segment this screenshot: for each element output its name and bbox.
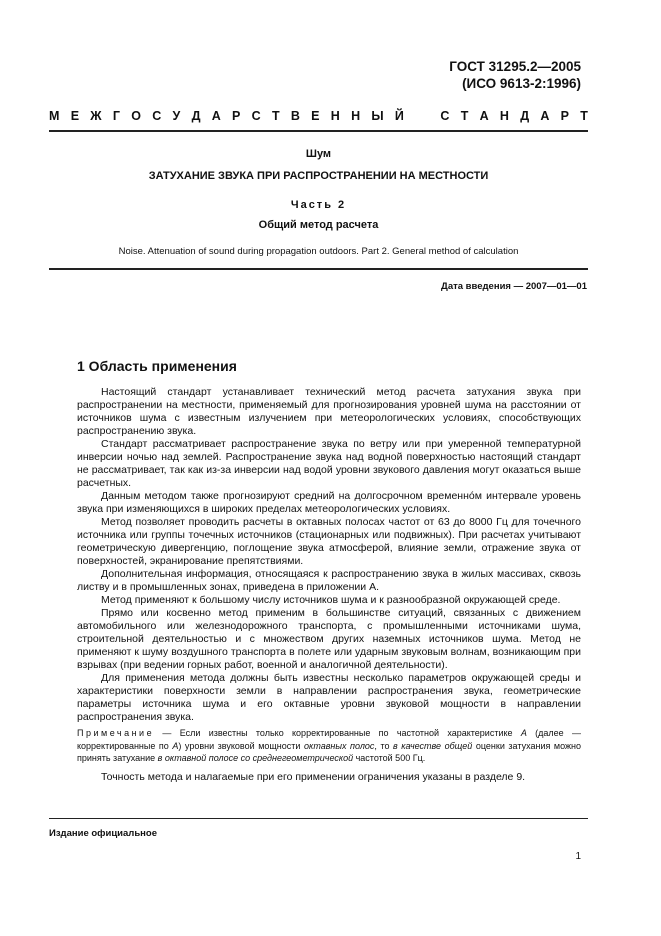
title-noise: Шум	[305, 148, 332, 160]
banner-letter: Н	[499, 109, 509, 123]
banner-letter: Ж	[90, 109, 102, 123]
banner-letter: Т	[460, 109, 469, 123]
banner-letter: Т	[580, 109, 588, 123]
banner-letter: Н	[351, 109, 361, 123]
title-english: Noise. Attenuation of sound during propagation outdoors. Part 2. General method of calculation	[118, 246, 519, 257]
banner-letter: Е	[311, 109, 320, 123]
banner-letter: М	[49, 109, 60, 123]
banner-letter: У	[172, 109, 181, 123]
banner-letter: С	[251, 109, 261, 123]
banner-letter: Й	[394, 109, 404, 123]
banner-letter: Д	[520, 109, 530, 123]
banner-letter: Р	[560, 109, 569, 123]
banner-letter: Г	[112, 109, 120, 123]
section-body	[77, 386, 581, 784]
note-text: ) уровни звуковой мощности	[178, 740, 304, 751]
note-text: , то	[374, 740, 394, 751]
paragraph: Метод применяют к большому числу источников шума и к разнообразной окружающей среде.	[101, 594, 561, 606]
banner-letter: Н	[330, 109, 340, 123]
title-main: ЗАТУХАНИЕ ЗВУКА ПРИ РАСПРОСТРАНЕНИИ НА МЕСТНОСТИ	[148, 170, 489, 182]
note-italic: А	[172, 740, 179, 751]
paragraph: Стандарт рассматривает распространение звука по ветру или при умеренной температурной инверсии ночью над землей. Распространение звука над водной поверхностью настоящий стандарт не рассматривает, так как из-за инверсии над водой уровни звукового давления могут оказаться выше расчетных.	[77, 438, 581, 489]
paragraph: Данным методом также прогнозируют средний на долгосрочном временно́м интервале уровень звука при изменяющихся в широких пределах метеорологических условиях.	[77, 490, 581, 515]
note-label: Примечание	[77, 728, 155, 738]
official-edition: Издание официальное	[49, 828, 157, 839]
note-text: (далее — корректированные по	[77, 728, 581, 751]
title-subtitle: Общий метод расчета	[258, 219, 379, 231]
note-italic: в октавной полосе со среднегеометрической	[157, 753, 354, 763]
note-text: оценки затухания можно принять затухание	[77, 740, 581, 763]
gost-number: ГОСТ 31295.2—2005	[449, 59, 581, 74]
banner-letter: А	[540, 109, 550, 123]
banner-letter: Ы	[371, 109, 384, 123]
banner-letter: А	[479, 109, 489, 123]
paragraph: Для применения метода должны быть известны несколько параметров окружающей среды и характеристики поверхности земли в направлении распространения звука, геометрические параметры источника шума и его октавные уровни звуковой мощности в направлении распространения звука.	[77, 672, 581, 723]
banner-letter: Т	[271, 109, 280, 123]
title-divider	[49, 268, 588, 270]
banner-word-gap	[415, 109, 429, 123]
paragraph: Метод позволяет проводить расчеты в октавных полосах частот от 63 до 8000 Гц для точечного источника или группы точечных источников (стационарных или подвижных). При расчетах учитывают геометрическую дивергенцию, поглощение звука атмосферой, влияние земли, отражение звука от поверхностей, экранирование препятствиями.	[77, 516, 581, 567]
iso-number: (ИСО 9613-2:1996)	[462, 76, 581, 91]
banner-letter: С	[152, 109, 162, 123]
note-italic: в качестве общей	[393, 740, 473, 751]
paragraph: Прямо или косвенно метод применим в большинстве ситуаций, связанных с движением автомобильного или железнодорожного транспорта, с промышленными источниками шума, строительной деятельностью и с множеством других наземных источников шума. Метод не применяют к шуму воздушного транспорта в полете или ударным звуковым волнам, возникающим при взрывах (при ведении горных работ, военной и аналогичной деятельности).	[77, 607, 581, 671]
footer-divider	[49, 818, 588, 819]
note-italic: октавных полос	[303, 740, 375, 751]
interstate-standard-banner	[49, 109, 588, 123]
closing-paragraph: Точность метода и налагаемые при его применении ограничения указаны в разделе 9.	[101, 770, 526, 783]
introduction-date: Дата введения — 2007—01—01	[441, 281, 587, 292]
note-text: — Если известны только корректированные по частотной характеристике	[154, 728, 521, 738]
banner-letter: В	[290, 109, 300, 123]
banner-letter: С	[440, 109, 450, 123]
banner-letter: А	[211, 109, 221, 123]
paragraph: Настоящий стандарт устанавливает технический метод расчета затухания звука при распространении на местности, применяемый для прогнозирования уровней шума на расстоянии от источников шума с известным излучением при метеорологических условиях, способствующих распространению звука.	[77, 386, 581, 437]
page-number: 1	[575, 851, 581, 862]
note-text: частотой 500 Гц.	[353, 753, 426, 763]
note-italic: А	[520, 728, 527, 738]
paragraph: Дополнительная информация, относящаяся к распространению звука в жилых массивах, сквозь листву и в промышленных зонах, приведена в приложении А.	[77, 568, 581, 593]
note	[77, 727, 581, 765]
title-part: Часть 2	[290, 199, 347, 211]
banner-divider	[49, 130, 588, 132]
banner-letter: Д	[191, 109, 201, 123]
section-heading: 1 Область применения	[77, 358, 237, 374]
gost-designation	[449, 58, 581, 92]
banner-letter: О	[131, 109, 141, 123]
banner-letter: Е	[70, 109, 80, 123]
banner-letter: Р	[232, 109, 241, 123]
